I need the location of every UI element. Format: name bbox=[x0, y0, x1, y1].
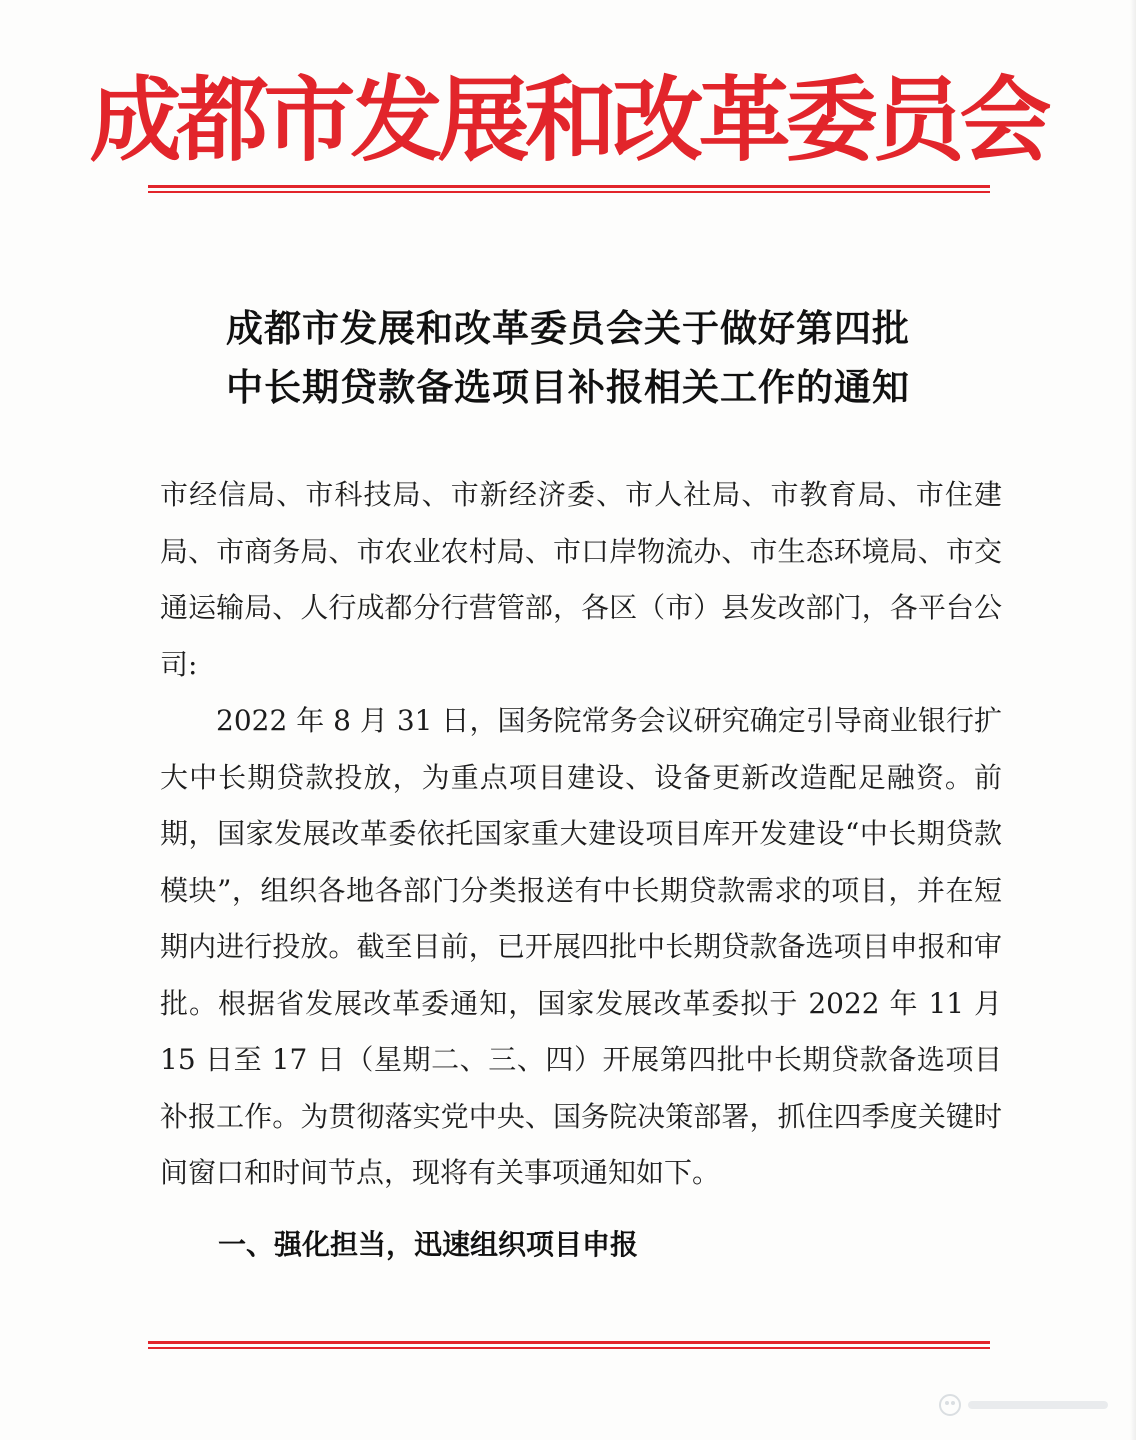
recipients-paragraph: 市经信局、市科技局、市新经济委、市人社局、市教育局、市住建局、市商务局、市农业农村局、市口岸物流办、市生态环境局、市交通运输局、人行成都分行营管部，各区（市）县发改部门，各平台公司: bbox=[160, 478, 1002, 681]
masthead-divider-top bbox=[148, 185, 990, 188]
body-paragraph-1: 2022 年 8 月 31 日，国务院常务会议研究确定引导商业银行扩大中长期贷款投放，为重点项目建设、设备更新改造配足融资。前期，国家发展改革委依托国家重大建设项目库开发建设“中长期贷款模块”，组织各地各部门分类报送有中长期贷款需求的项目，并在短期内进行投放。截至目前，已开展四批中长期贷款备选项目申报和审批。根据省发展改革委通知，国家发展改革委拟于 2022 年 11 月 15 日至 17 日（星期二、三、四）开展第四批中长期贷款备选项目补报工作。为贯彻落实党中央、国务院决策部署，抓住四季度关键时间窗口和时间节点，现将有关事项通知如下。 bbox=[160, 704, 1002, 1189]
masthead-title: 成都市发展和改革委员会 bbox=[89, 66, 1047, 174]
document-title-line-2: 中长期贷款备选项目补报相关工作的通知 bbox=[226, 365, 910, 409]
footer-divider-top bbox=[148, 1341, 990, 1344]
scan-edge-shadow bbox=[1130, 0, 1136, 1440]
document-body bbox=[160, 467, 1002, 1202]
footer-divider-bottom bbox=[148, 1347, 990, 1349]
document-title-line-1: 成都市发展和改革委员会关于做好第四批 bbox=[226, 306, 910, 350]
section-heading-1: 一、强化担当，迅速组织项目申报 bbox=[218, 1228, 639, 1261]
masthead-divider-bottom bbox=[148, 191, 990, 193]
watermark-logo-icon bbox=[936, 1390, 1116, 1420]
